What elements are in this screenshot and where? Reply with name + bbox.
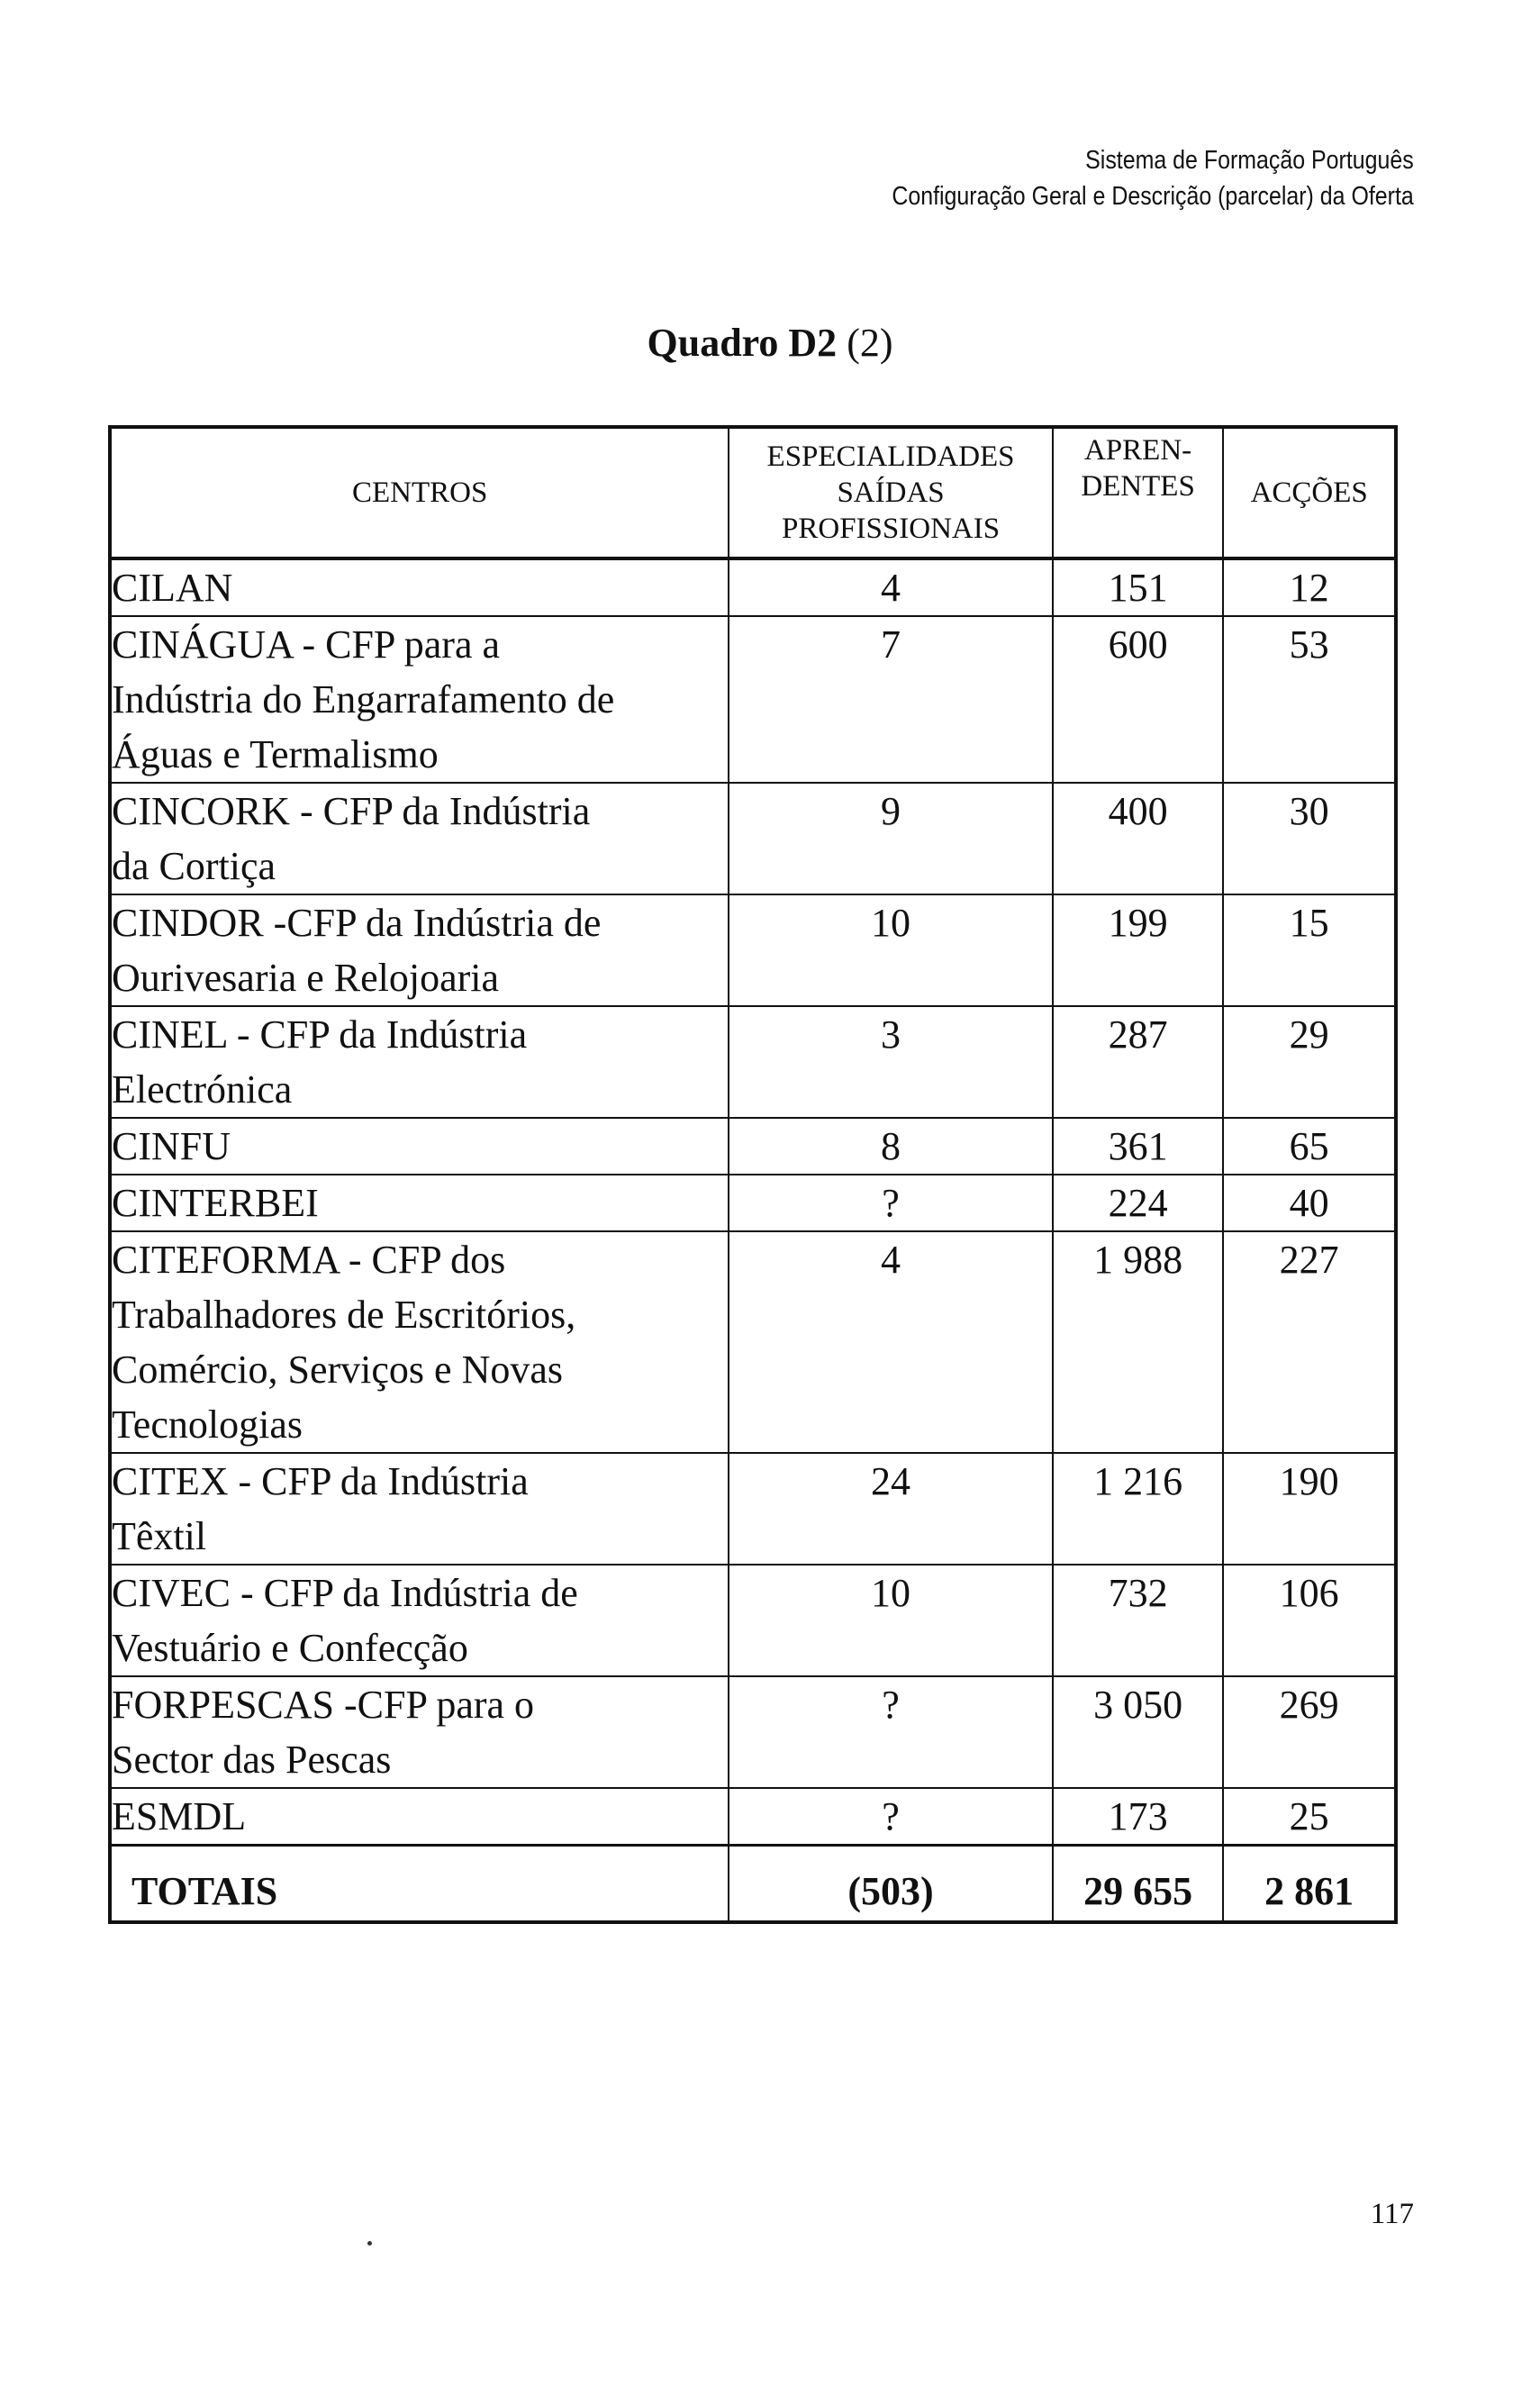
totals-especialidades: (503)	[729, 1863, 1052, 1922]
cell-especialidades: 4	[729, 558, 1052, 616]
centro-line: da Cortiça	[112, 844, 276, 888]
cell-accoes: 227	[1223, 1231, 1396, 1453]
table-title-main: Quadro D2	[647, 321, 838, 365]
header-line-2: Configuração Geral e Descrição (parcelar) da Oferta	[892, 182, 1414, 211]
cell-accoes: 40	[1223, 1175, 1396, 1231]
cell-aprendentes: 600	[1053, 616, 1224, 783]
cell-especialidades: 9	[729, 783, 1052, 894]
table-row	[110, 1006, 1396, 1118]
header-aprendentes-line: DENTES	[1081, 470, 1195, 503]
cell-accoes: 269	[1223, 1676, 1396, 1788]
cell-especialidades: 4	[729, 1231, 1052, 1453]
centro-line: Águas e Termalismo	[112, 732, 439, 776]
cell-aprendentes: 287	[1053, 1006, 1224, 1118]
cell-centro	[110, 1676, 729, 1788]
header-aprendentes-line: APREN-	[1083, 434, 1192, 467]
table-body	[110, 558, 1396, 1846]
totals-aprendentes: 29 655	[1053, 1863, 1224, 1922]
cell-especialidades: 24	[729, 1453, 1052, 1565]
centro-line: CINDOR -CFP da Indústria de	[112, 901, 602, 945]
centro-line: CINTERBEI	[112, 1181, 319, 1225]
centro-line: Tecnologias	[112, 1402, 303, 1447]
stray-mark	[367, 2241, 372, 2246]
cell-centro	[110, 558, 729, 616]
totals-label: TOTAIS	[110, 1863, 729, 1922]
cell-especialidades: 8	[729, 1118, 1052, 1175]
cell-centro	[110, 1453, 729, 1565]
centro-line: Ourivesaria e Relojoaria	[112, 956, 500, 1000]
table-row	[110, 1175, 1396, 1231]
cell-aprendentes: 3 050	[1053, 1676, 1224, 1788]
cell-especialidades: 3	[729, 1006, 1052, 1118]
centro-line: Sector das Pescas	[112, 1738, 392, 1782]
table-row	[110, 1565, 1396, 1676]
table-row	[110, 1453, 1396, 1565]
centro-line: CILAN	[112, 566, 233, 610]
cell-centro	[110, 894, 729, 1006]
table-header-row	[110, 427, 1396, 558]
totals-gap	[110, 1846, 1396, 1864]
cell-especialidades: 10	[729, 894, 1052, 1006]
running-header	[892, 142, 1414, 214]
page-number: 117	[1370, 2198, 1414, 2230]
header-especialidades	[729, 427, 1052, 558]
header-line-1: Sistema de Formação Português	[1085, 146, 1414, 175]
cell-centro	[110, 1231, 729, 1453]
cell-accoes: 30	[1223, 783, 1396, 894]
cell-centro	[110, 1006, 729, 1118]
centro-line: Têxtil	[112, 1514, 207, 1558]
cell-centro	[110, 1118, 729, 1175]
cell-accoes: 29	[1223, 1006, 1396, 1118]
header-especialidades-line: PROFISSIONAIS	[782, 513, 1001, 545]
cell-especialidades: 7	[729, 616, 1052, 783]
cell-aprendentes: 151	[1053, 558, 1224, 616]
cell-centro	[110, 1788, 729, 1846]
table-title	[0, 320, 1540, 366]
centro-line: FORPESCAS -CFP para o	[112, 1683, 535, 1727]
cell-centro	[110, 1565, 729, 1676]
cell-aprendentes: 199	[1053, 894, 1224, 1006]
table-row	[110, 616, 1396, 783]
cell-aprendentes: 1 216	[1053, 1453, 1224, 1565]
header-centros: CENTROS	[110, 427, 729, 558]
table-row	[110, 1118, 1396, 1175]
centro-line: CITEFORMA - CFP dos	[112, 1238, 506, 1282]
centro-line: CINEL - CFP da Indústria	[112, 1012, 528, 1057]
centres-table	[108, 425, 1398, 1924]
table-title-suffix: (2)	[837, 321, 893, 365]
cell-aprendentes: 173	[1053, 1788, 1224, 1846]
cell-centro	[110, 616, 729, 783]
cell-accoes: 65	[1223, 1118, 1396, 1175]
header-especialidades-line: SAÍDAS	[837, 476, 945, 509]
cell-centro	[110, 783, 729, 894]
cell-especialidades: ?	[729, 1676, 1052, 1788]
totals-section	[110, 1846, 1396, 1923]
header-accoes: ACÇÕES	[1223, 427, 1396, 558]
table-row	[110, 894, 1396, 1006]
centro-line: Indústria do Engarrafamento de	[112, 677, 615, 722]
cell-accoes: 190	[1223, 1453, 1396, 1565]
header-aprendentes	[1053, 427, 1224, 558]
cell-especialidades: ?	[729, 1175, 1052, 1231]
centro-line: Trabalhadores de Escritórios,	[112, 1293, 576, 1337]
cell-accoes: 53	[1223, 616, 1396, 783]
cell-accoes: 15	[1223, 894, 1396, 1006]
cell-aprendentes: 224	[1053, 1175, 1224, 1231]
cell-especialidades: ?	[729, 1788, 1052, 1846]
cell-especialidades: 10	[729, 1565, 1052, 1676]
table-row	[110, 1231, 1396, 1453]
cell-aprendentes: 400	[1053, 783, 1224, 894]
header-especialidades-line: ESPECIALIDADES	[766, 440, 1015, 473]
centro-line: CINCORK - CFP da Indústria	[112, 789, 591, 833]
totals-row	[110, 1863, 1396, 1922]
cell-centro	[110, 1175, 729, 1231]
centro-line: CINÁGUA - CFP para a	[112, 622, 500, 667]
centro-line: CINFU	[112, 1124, 231, 1168]
centro-line: Comércio, Serviços e Novas	[112, 1348, 563, 1392]
centro-line: CIVEC - CFP da Indústria de	[112, 1571, 578, 1615]
table-row	[110, 1676, 1396, 1788]
cell-aprendentes: 361	[1053, 1118, 1224, 1175]
cell-accoes: 106	[1223, 1565, 1396, 1676]
cell-accoes: 12	[1223, 558, 1396, 616]
centro-line: CITEX - CFP da Indústria	[112, 1459, 529, 1503]
cell-aprendentes: 732	[1053, 1565, 1224, 1676]
table-row	[110, 783, 1396, 894]
centro-line: Electrónica	[112, 1067, 293, 1112]
centro-line: Vestuário e Confecção	[112, 1626, 468, 1670]
centro-line: ESMDL	[112, 1794, 247, 1838]
totals-accoes: 2 861	[1223, 1863, 1396, 1922]
table-row	[110, 558, 1396, 616]
cell-accoes: 25	[1223, 1788, 1396, 1846]
cell-aprendentes: 1 988	[1053, 1231, 1224, 1453]
table-row	[110, 1788, 1396, 1846]
